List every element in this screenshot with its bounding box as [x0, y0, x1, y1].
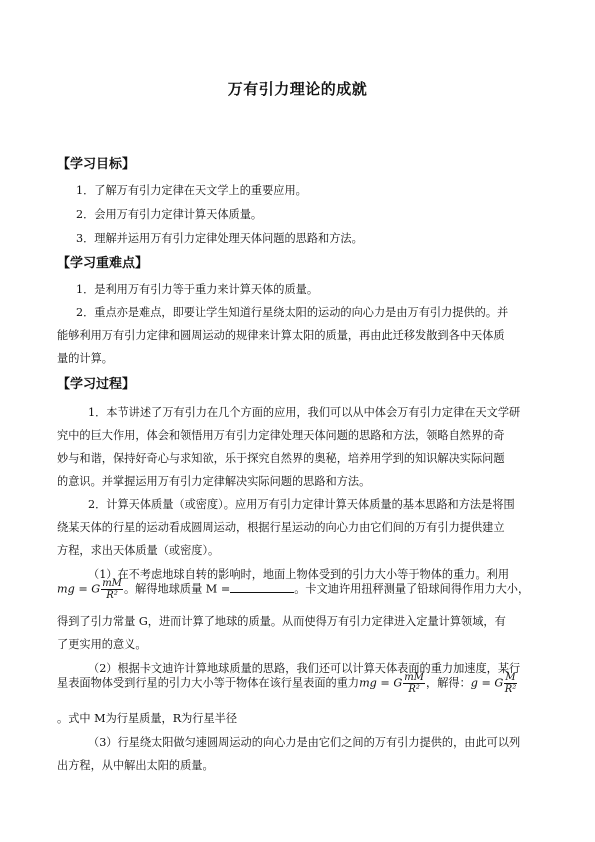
section-heading-goals: 【学习目标】: [57, 157, 136, 172]
process-s2-line-2: [57, 672, 518, 695]
process-s2-line-3: 。式中 M为行星质量，R为行星半径: [57, 712, 238, 725]
key-point-2-line-3: 量的计算。: [57, 352, 113, 365]
goal-item-1: 1．了解万有引力定律在天文学上的重要应用。: [76, 184, 307, 197]
process-p1-line-1: 1．本节讲述了万有引力在几个方面的应用，我们可以从中体会万有引力定律在天文学研: [88, 406, 521, 419]
formula-fraction: $\frac{mM}{\text{R²}}$: [102, 578, 122, 601]
process-p2-line-3: 方程，求出天体质量（或密度）。: [57, 544, 220, 557]
s2-formula-lhs: mg = G: [359, 676, 403, 690]
process-s1-line-2: [57, 578, 529, 601]
s2-formula2-fraction: $\frac{M}{\text{R²}}$: [504, 672, 517, 695]
s2-formula-fraction: $\frac{mM}{\text{R²}}$: [404, 672, 425, 695]
process-p1-line-2: 究中的巨大作用，体会和领悟用万有引力定律处理天体问题的思路和方法，领略自然界的奇: [57, 429, 505, 442]
process-p2-line-1: 2．计算天体质量（或密度）。应用万有引力定律计算天体质量的基本思路和方法是将围: [88, 498, 515, 511]
process-s1-line-1: （1）在不考虑地球自转的影响时，地面上物体受到的引力大小等于物体的重力。利用: [88, 568, 510, 581]
section-heading-process: 【学习过程】: [57, 377, 136, 392]
process-s3-line-2: 出方程，从中解出太阳的质量。: [57, 759, 214, 772]
formula-text: 。解得地球质量 M =: [123, 582, 231, 596]
process-s2-line-1: （2）根据卡文迪许计算地球质量的思路，我们还可以计算天体表面的重力加速度，某行: [88, 662, 521, 675]
key-point-1: 1．是利用万有引力等于重力来计算天体的质量。: [76, 283, 319, 296]
formula-text-end: 。卡文迪许用扭秤测量了铅球间得作用力大小，: [294, 582, 530, 596]
process-p1-line-3: 妙与和谐，保持好奇心与求知欲，乐于探究自然界的奥秘，培养用学到的知识解决实际问题: [57, 452, 505, 465]
process-p2-line-2: 绕某天体的行星的运动看成圆周运动，根据行星运动的向心力由它们间的万有引力提供建立: [57, 521, 505, 534]
formula-lhs: mg = G: [57, 582, 101, 596]
goal-item-2: 2．会用万有引力定律计算天体质量。: [76, 208, 263, 221]
s2-text-start: 星表面物体受到行星的引力大小等于物体在该行星表面的重力: [57, 676, 360, 690]
process-s3-line-1: （3）行星绕太阳做匀速圆周运动的向心力是由它们之间的万有引力提供的，由此可以列: [88, 736, 521, 749]
goal-item-3: 3．理解并运用万有引力定律处理天体问题的思路和方法。: [76, 232, 363, 245]
s2-formula2-lhs: g = G: [470, 676, 504, 690]
answer-blank[interactable]: [230, 582, 294, 593]
process-s1-line-3: 得到了引力常量 G，进而计算了地球的质量。从而使得万有引力定律进入定量计算领域，有: [57, 615, 506, 628]
process-p1-line-4: 的意识。并掌握运用万有引力定律解决实际问题的思路和方法。: [57, 475, 371, 488]
document-title: 万有引力理论的成就: [227, 80, 368, 98]
section-heading-key-points: 【学习重难点】: [57, 256, 149, 271]
process-s1-line-4: 了更实用的意义。: [57, 638, 147, 651]
s2-solve-text: ，解得：: [426, 676, 471, 690]
key-point-2-line-2: 能够利用万有引力定律和圆周运动的规律来计算太阳的质量，再由此迁移发散到各中天体质: [57, 329, 505, 342]
key-point-2-line-1: 2．重点亦是难点，即要让学生知道行星绕太阳的运动的向心力是由万有引力提供的。并: [76, 306, 509, 319]
